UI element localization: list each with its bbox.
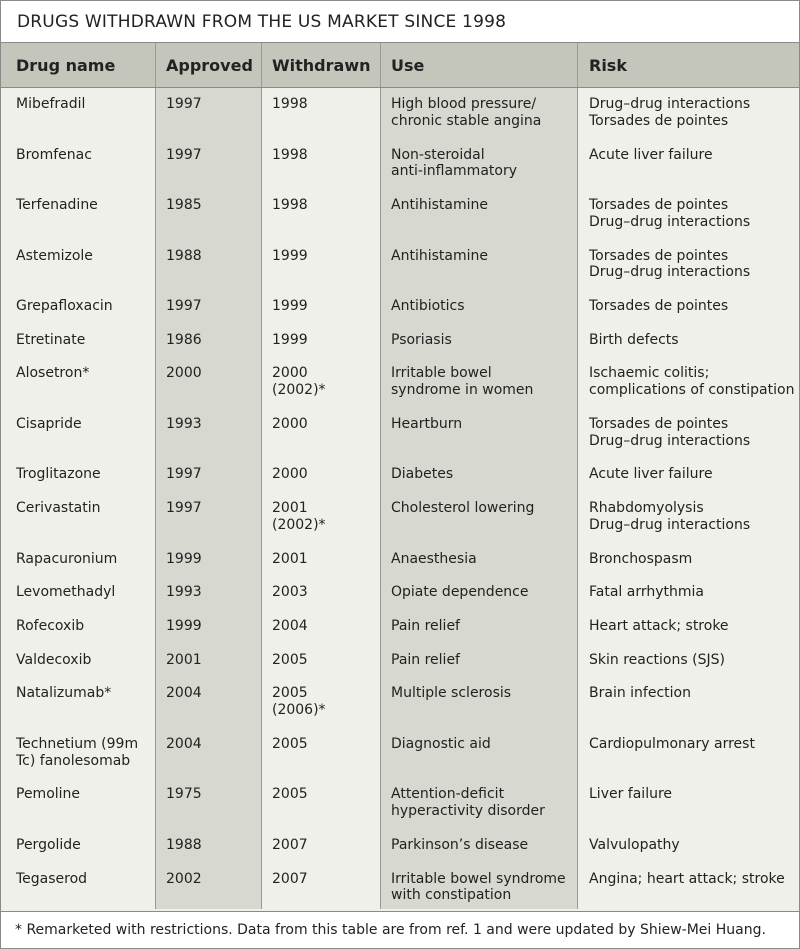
drug-name-cell: Natalizumab* [16,685,112,702]
header-approved: Approved [166,55,253,75]
use-cell: Parkinson’s disease [391,836,529,853]
drug-name-cell: Pemoline [16,786,81,803]
use-cell: Psoriasis [391,331,452,348]
risk-cell: Fatal arrhythmia [589,584,704,601]
use-cell: Diabetes [391,466,454,483]
use-cell: Heartburn [391,415,463,432]
risk-cell: Birth defects [589,331,679,348]
withdrawn-cell: 1999 [272,247,308,264]
approved-cell: 2004 [166,735,202,752]
risk-cell: Bronchospasm [589,550,693,567]
table-row [1,837,799,871]
approved-cell: 1975 [166,786,202,803]
drug-name-cell: Rapacuronium [16,550,118,567]
withdrawn-cell: 2007 [272,836,308,853]
risk-cell: Rhabdomyolysis Drug–drug interactions [589,500,751,533]
drug-name-cell: Rofecoxib [16,617,85,634]
risk-cell: Liver failure [589,786,673,803]
use-cell: Irritable bowel syndrome with constipation [391,870,566,904]
withdrawn-cell: 2007 [272,870,308,887]
approved-cell: 1986 [166,331,202,348]
withdrawn-cell: 2000 [272,415,308,432]
withdrawn-cell: 1998 [272,146,308,163]
withdrawn-cell: 2001 [272,550,308,567]
risk-cell: Acute liver failure [589,146,713,163]
approved-cell: 2004 [166,685,202,702]
withdrawn-cell: 2003 [272,584,308,601]
table-row [1,685,799,736]
approved-cell: 2002 [166,870,202,887]
use-cell: Pain relief [391,651,460,668]
approved-cell: 2001 [166,651,202,668]
table-row [1,584,799,618]
table-row [1,652,799,686]
approved-cell: 1988 [166,836,202,853]
table-footnote: * Remarketed with restrictions. Data from this table are from ref. 1 and were updated by Shiew-Mei Huang. [1,911,799,948]
table-row [1,298,799,332]
risk-cell: Heart attack; stroke [589,617,729,634]
use-cell: Multiple sclerosis [391,685,512,702]
drug-name-cell: Etretinate [16,331,86,348]
approved-cell: 1997 [166,466,202,483]
risk-cell: Torsades de pointes Drug–drug interactions [589,197,751,230]
withdrawn-cell: 1998 [272,197,308,213]
approved-cell: 1997 [166,500,202,517]
approved-cell: 1999 [166,617,202,634]
drug-name-cell: Bromfenac [16,146,92,163]
withdrawn-cell: 2005 (2006)* [272,685,326,719]
risk-cell: Cardiopulmonary arrest [589,735,755,752]
risk-cell: Torsades de pointes Drug–drug interactions [589,415,751,449]
use-cell: Antihistamine [391,247,488,264]
risk-cell: Brain infection [589,685,691,702]
use-cell: Cholesterol lowering [391,500,535,517]
table-title: DRUGS WITHDRAWN FROM THE US MARKET SINCE 1998 [1,1,799,43]
table-row [1,248,799,299]
withdrawn-cell: 2004 [272,617,308,634]
header-use: Use [391,55,425,75]
risk-cell: Torsades de pointes [589,298,729,314]
table-row [1,786,799,837]
approved-cell: 1993 [166,415,202,432]
risk-cell: Valvulopathy [589,836,680,853]
approved-cell: 1999 [166,550,202,567]
withdrawn-cell: 2005 [272,786,308,803]
approved-cell: 1985 [166,197,202,213]
use-cell: Anaesthesia [391,550,477,567]
withdrawn-cell: 1999 [272,298,308,314]
risk-cell: Skin reactions (SJS) [589,651,725,668]
use-cell: Antihistamine [391,197,488,213]
approved-cell: 1993 [166,584,202,601]
withdrawn-cell: 1999 [272,331,308,348]
use-cell: Opiate dependence [391,584,529,601]
withdrawn-cell: 2000 [272,466,308,483]
table-row [1,147,799,198]
risk-cell: Angina; heart attack; stroke [589,870,785,887]
drug-name-cell: Pergolide [16,836,81,853]
drug-name-cell: Technetium (99m Tc) fanolesomab [16,735,139,769]
table-row [1,500,799,551]
table-row [1,197,799,248]
use-cell: Pain relief [391,617,460,634]
withdrawn-cell: 2005 [272,651,308,668]
table-header-row [1,43,799,88]
drug-name-cell: Cisapride [16,415,82,432]
header-withdrawn: Withdrawn [272,55,371,75]
table-row [1,365,799,416]
table-row [1,466,799,500]
drug-name-cell: Alosetron* [16,365,90,382]
use-cell: Non-steroidal anti-inflammatory [391,146,517,180]
drug-name-cell: Cerivastatin [16,500,101,517]
drug-name-cell: Valdecoxib [16,651,92,668]
drug-name-cell: Terfenadine [16,197,98,213]
use-cell: Attention-deficit hyperactivity disorder [391,786,545,820]
table-row [1,551,799,585]
drug-table [1,43,799,909]
risk-cell: Drug–drug interactions Torsades de pointes [589,96,751,129]
header-divider [577,43,578,87]
table-row [1,96,799,147]
drug-name-cell: Mibefradil [16,96,86,112]
header-divider [380,43,381,87]
use-cell: Diagnostic aid [391,735,491,752]
withdrawn-cell: 2005 [272,735,308,752]
approved-cell: 1988 [166,247,202,264]
approved-cell: 1997 [166,96,202,112]
header-divider [155,43,156,87]
withdrawn-cell: 2000 (2002)* [272,365,326,399]
risk-cell: Acute liver failure [589,466,713,483]
use-cell: Irritable bowel syndrome in women [391,365,534,399]
withdrawn-cell: 1998 [272,96,308,112]
approved-cell: 1997 [166,298,202,314]
drug-name-cell: Troglitazone [16,466,101,483]
table-row [1,736,799,787]
table-body [1,88,799,921]
risk-cell: Torsades de pointes Drug–drug interactions [589,247,751,281]
table-row [1,416,799,467]
use-cell: Antibiotics [391,298,465,314]
drug-name-cell: Astemizole [16,247,93,264]
header-risk: Risk [589,55,627,75]
use-cell: High blood pressure/ chronic stable angina [391,96,542,129]
header-drug-name: Drug name [16,55,116,75]
table-row [1,332,799,366]
withdrawn-cell: 2001 (2002)* [272,500,326,533]
drug-name-cell: Tegaserod [16,870,88,887]
drug-name-cell: Levomethadyl [16,584,116,601]
header-divider [261,43,262,87]
approved-cell: 1997 [166,146,202,163]
risk-cell: Ischaemic colitis; complications of constipation [589,365,795,399]
approved-cell: 2000 [166,365,202,382]
table-row [1,618,799,652]
drug-name-cell: Grepafloxacin [16,298,113,314]
